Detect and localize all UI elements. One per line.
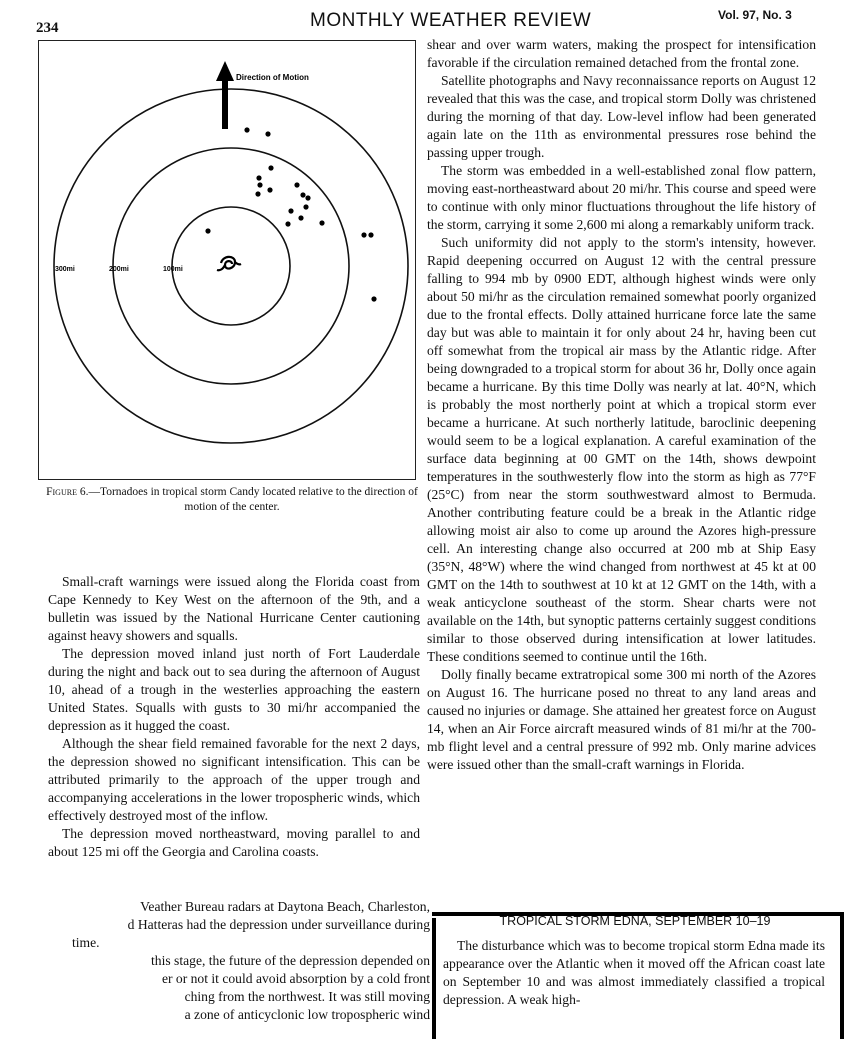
paragraph: Such uniformity did not apply to the storm's intensity, however. Rapid deepening occurred on August 12 with the central pressure falling to 994 mb by 0900 EDT, although highest winds were only about 50 mi/hr as the circulation remained somewhat poorly organized due to the frontal effects. Dolly attained hurricane force late the same day but was able to maintain it for only about 24 hr, having been cut off somewhat from the tropical air mass by the Atlantic ridge. After being downgraded to a tropical storm for about 36 hr, Dolly once again became a hurricane. By this time Dolly was nearly at lat. 40°N, which is probably the most northerly point at which a tropical storm ever became a hurricane. At such northerly latitude, baroclinic deepening would seem to be a logical explanation. A careful examination of the surface data beginning at 00 GMT on the 14th, shows dewpoint temperatures in the southwesterly flow into the storm as high as 77°F (25°C) from near the storm southwestward almost to Bermuda. Another contributing feature could be a break in the Atlantic ridge allowing moist air also to come up around the Azores high-pressure cell. An interesting change also occurred at 200 mb at Ship Easy (35°N, 48°W) where the wind changed from northwest at 45 kt at 00 GMT on the 14th to southwest at 10 kt at 12 GMT on the 14th, with a weak anticyclone southeast of the storm. Shear charts were not available on the 14th, but synoptic patterns certainly suggest conditions similar to those observed during intensification at lower latitudes. These conditions seemed to continue until the 16th. xyxy=(427,235,816,664)
text-line: this stage, the future of the depression depended on xyxy=(151,953,430,968)
paragraph: Although the shear field remained favorable for the next 2 days, the depression showed no significant intensification. This can be attributed primarily to the approach of the upper trough and accompanying accelerations in the lower tropospheric winds, which effectively destroyed most of the inflow. xyxy=(48,736,420,823)
left-column-tail xyxy=(50,898,430,1024)
text-line: a zone of anticyclonic low tropospheric wind xyxy=(184,1007,430,1022)
journal-title: MONTHLY WEATHER REVIEW xyxy=(310,10,592,31)
text-line: ching from the northwest. It was still moving xyxy=(184,989,430,1004)
tornado-point xyxy=(205,228,210,233)
paragraph: Dolly finally became extratropical some 300 mi north of the Azores on August 16. The hurricane posed no threat to any land areas and caused no injuries or damage. She attained her greatest force on August 14, when an Air Force aircraft measured winds of 81 mi/hr at the 700-mb flight level and a central pressure of 992 mb. Only marine advices were issued other than the small-craft warnings in Florida. xyxy=(427,667,816,772)
tornado-point xyxy=(265,131,270,136)
paragraph: Small-craft warnings were issued along the Florida coast from Cape Kennedy to Key West on the afternoon of the 9th, and a bulletin was issued by the National Hurricane Center cautioning against heavy showers and squalls. xyxy=(48,574,420,643)
tornado-point xyxy=(288,208,293,213)
tornado-plot-svg xyxy=(39,41,417,481)
ring-label-300: 300mi xyxy=(55,266,75,273)
ring-300mi xyxy=(54,89,408,443)
tornado-point xyxy=(368,232,373,237)
ring-label-100: 100mi xyxy=(163,266,183,273)
ring-label-200: 200mi xyxy=(109,266,129,273)
direction-arrow-head xyxy=(216,61,234,81)
paragraph: The depression moved inland just north of Fort Lauderdale during the night and back out to sea during the afternoon of August 10, ahead of a trough in the westerlies approaching the eastern United States. Squalls with gusts to 30 mi/hr accompanied the depression as it hugged the coast. xyxy=(48,646,420,733)
caption-text: —Tornadoes in tropical storm Candy located relative to the direction of motion of the center. xyxy=(88,486,418,513)
text-line: time. xyxy=(72,935,100,950)
text-line: d Hatteras had the depression under surveillance during xyxy=(127,917,430,932)
tornado-point xyxy=(319,220,324,225)
tornado-point xyxy=(256,175,261,180)
tornado-point xyxy=(267,187,272,192)
tornado-point xyxy=(361,232,366,237)
text-line: Veather Bureau radars at Daytona Beach, Charleston, xyxy=(140,899,430,914)
storm-center-symbol xyxy=(217,257,241,270)
tornado-point xyxy=(305,195,310,200)
right-column xyxy=(427,36,816,774)
page-number: 234 xyxy=(36,20,59,36)
marker-line-left xyxy=(432,918,436,1039)
figure-caption xyxy=(44,485,420,515)
tornado-points xyxy=(205,127,376,301)
paragraph: Satellite photographs and Navy reconnaissance reports on August 12 revealed that this was the case, and tropical storm Dolly was christened during the morning of that day. Low-level inflow had been generated again late on the 11th as environmental pressures rose behind the passing upper trough. xyxy=(427,73,816,160)
tornado-point xyxy=(303,204,308,209)
tornado-point xyxy=(300,192,305,197)
paragraph: The disturbance which was to become tropical storm Edna made its appearance over the Atlantic when it moved off the African coast late on September 10 and was almost immediately classified a tropical depression. A weak high- xyxy=(443,938,825,1007)
volume-label: Vol. 97, No. 3 xyxy=(718,8,792,22)
ring-100mi xyxy=(172,207,290,325)
marker-line-right xyxy=(840,912,844,1039)
paragraph: shear and over warm waters, making the prospect for intensification favorable if the circulation remained detached from the frontal zone. xyxy=(427,37,816,70)
direction-arrow-shaft xyxy=(222,79,228,129)
tornado-point xyxy=(298,215,303,220)
tornado-point xyxy=(255,191,260,196)
tornado-point xyxy=(257,182,262,187)
arrow-label: Direction of Motion xyxy=(236,73,309,82)
tornado-point xyxy=(244,127,249,132)
tornado-point xyxy=(371,296,376,301)
text-line: er or not it could avoid absorption by a cold front xyxy=(161,971,430,986)
left-column xyxy=(48,573,420,861)
section-title: TROPICAL STORM EDNA, SEPTEMBER 10–19 xyxy=(499,914,771,928)
tornado-point xyxy=(268,165,273,170)
figure-tornado-plot xyxy=(38,40,416,480)
tornado-point xyxy=(285,221,290,226)
paragraph: The depression moved northeastward, moving parallel to and about 125 mi off the Georgia and Carolina coasts. xyxy=(48,826,420,859)
paragraph: The storm was embedded in a well-established zonal flow pattern, moving east-northeastward about 20 mi/hr. This course and speed were to continue with only minor fluctuations throughout the life history of the storm, carrying it some 2,600 mi along a remarkably uniform track. xyxy=(427,163,816,232)
tornado-point xyxy=(294,182,299,187)
section-body xyxy=(443,937,825,1009)
ring-200mi xyxy=(113,148,349,384)
caption-label: Figure 6. xyxy=(46,486,89,498)
